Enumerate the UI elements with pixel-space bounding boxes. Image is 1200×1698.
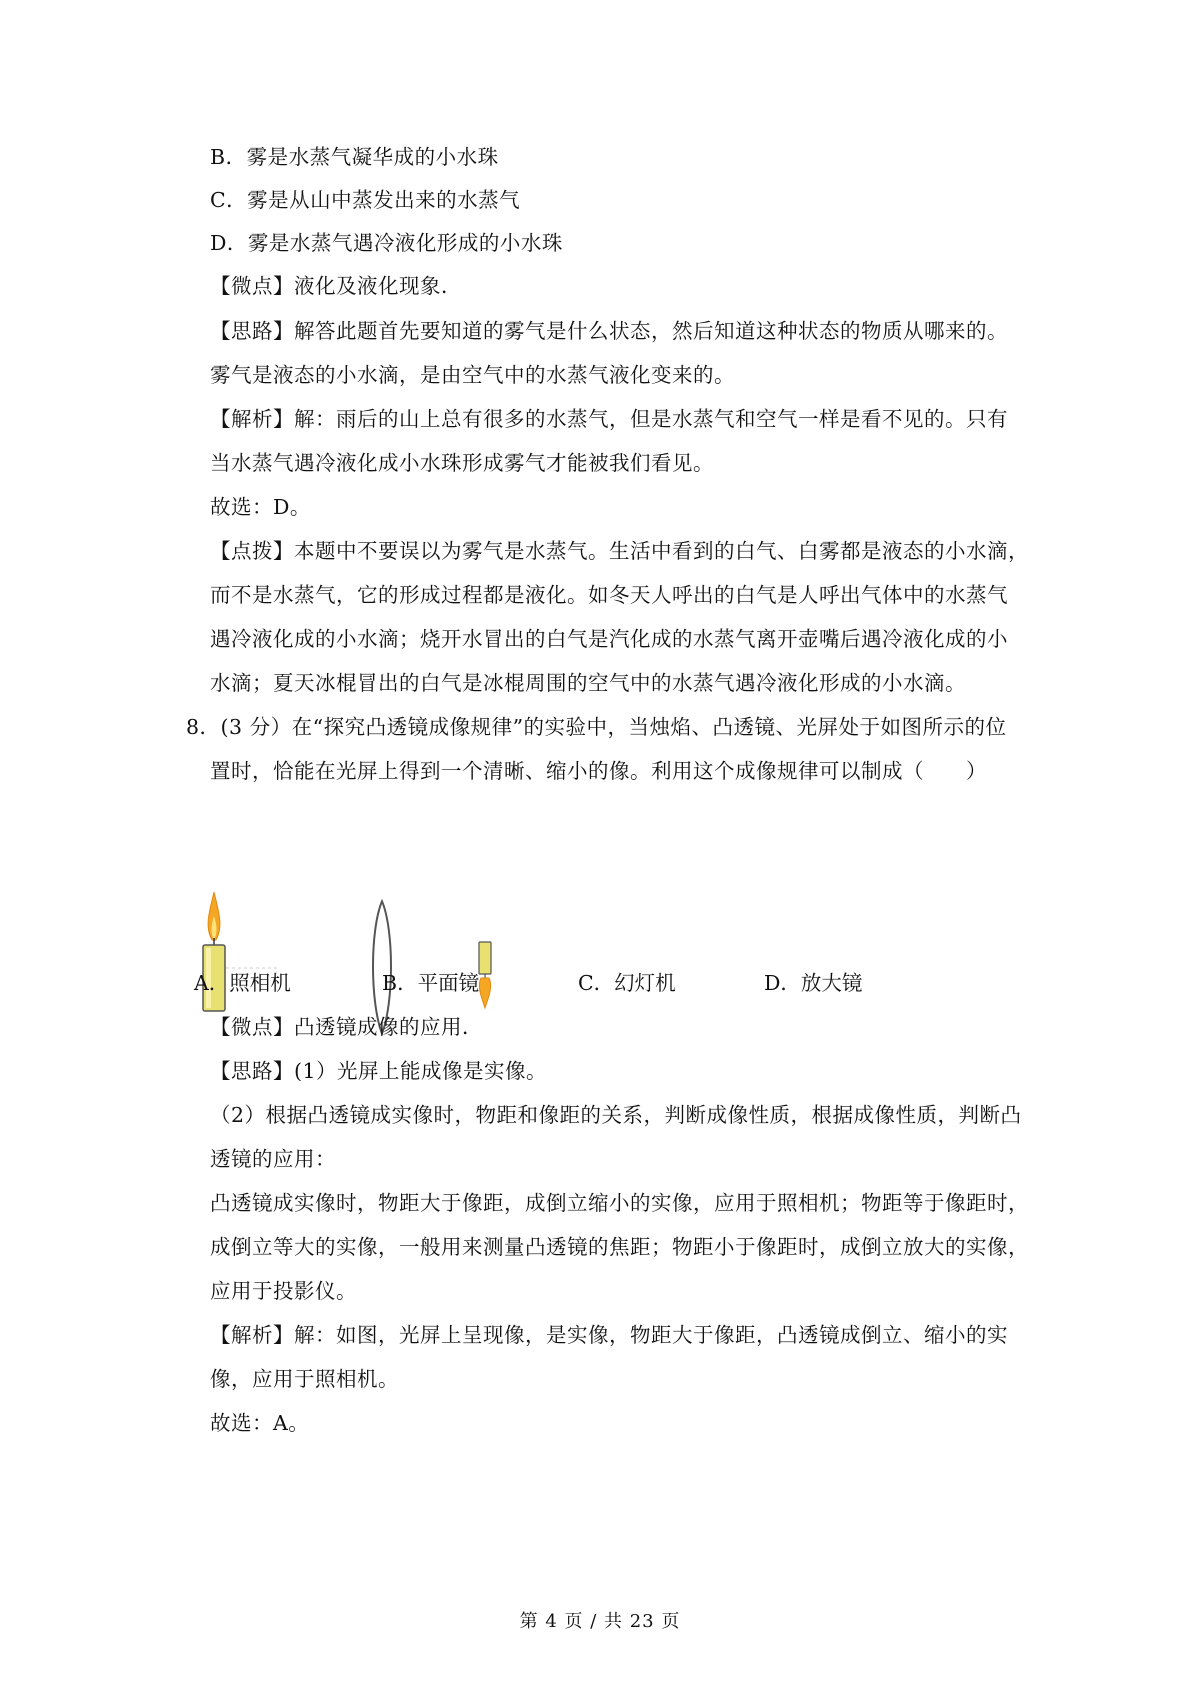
q7-answer: 故选：D。 <box>210 495 311 519</box>
q8-option-a: A．照相机 <box>194 971 291 995</box>
q7-jiexi-line-1: 【解析】解：雨后的山上总有很多的水蒸气，但是水蒸气和空气一样是看不见的。只有 <box>210 407 1008 431</box>
q8-silu-line-3: 透镜的应用： <box>210 1147 336 1171</box>
q7-dianbo-line-1: 【点拨】本题中不要误以为雾气是水蒸气。生活中看到的白气、白雾都是液态的小水滴， <box>210 539 1029 563</box>
q8-stem-line-2: 置时，恰能在光屏上得到一个清晰、缩小的像。利用这个成像规律可以制成（ ） <box>210 759 987 783</box>
q8-option-c: C．幻灯机 <box>578 971 676 995</box>
page-footer: 第 4 页 / 共 23 页 <box>519 1611 681 1632</box>
q8-silu-line-2: （2）根据凸透镜成实像时，物距和像距的关系，判断成像性质，根据成像性质，判断凸 <box>210 1103 1022 1127</box>
q8-silu-line-5: 成倒立等大的实像，一般用来测量凸透镜的焦距；物距小于像距时，成倒立放大的实像， <box>210 1235 1029 1259</box>
q7-jiexi-line-2: 当水蒸气遇冷液化成小水珠形成雾气才能被我们看见。 <box>210 451 714 475</box>
q8-weidian: 【微点】凸透镜成像的应用． <box>210 1015 483 1039</box>
q8-stem-line-1: 8．(3 分）在“探究凸透镜成像规律”的实验中，当烛焰、凸透镜、光屏处于如图所示的位 <box>186 715 1007 739</box>
q7-option-c: C．雾是从山中蒸发出来的水蒸气 <box>210 188 521 212</box>
q7-dianbo-line-4: 水滴；夏天冰棍冒出的白气是冰棍周围的空气中的水蒸气遇冷液化形成的小水滴。 <box>210 671 966 695</box>
q7-dianbo-line-3: 遇冷液化成的小水滴；烧开水冒出的白气是汽化成的水蒸气离开壶嘴后遇冷液化成的小 <box>210 627 1008 651</box>
q8-answer: 故选：A。 <box>210 1411 310 1435</box>
q8-option-d: D．放大镜 <box>764 971 863 995</box>
q8-jiexi-line-2: 像，应用于照相机。 <box>210 1367 399 1391</box>
q7-option-b: B．雾是水蒸气凝华成的小水珠 <box>210 145 499 169</box>
q7-option-d: D．雾是水蒸气遇冷液化形成的小水珠 <box>210 231 563 255</box>
q7-silu-line-1: 【思路】解答此题首先要知道的雾气是什么状态，然后知道这种状态的物质从哪来的。 <box>210 319 1008 343</box>
q7-silu-line-2: 雾气是液态的小水滴，是由空气中的水蒸气液化变来的。 <box>210 363 735 387</box>
q8-jiexi-line-1: 【解析】解：如图，光屏上呈现像，是实像，物距大于像距，凸透镜成倒立、缩小的实 <box>210 1323 1008 1347</box>
q8-silu-line-6: 应用于投影仪。 <box>210 1279 357 1303</box>
q8-option-b: B．平面镜 <box>382 971 480 995</box>
q7-weidian: 【微点】液化及液化现象． <box>210 274 462 298</box>
q7-dianbo-line-2: 而不是水蒸气，它的形成过程都是液化。如冬天人呼出的白气是人呼出气体中的水蒸气 <box>210 583 1008 607</box>
q8-silu-line-1: 【思路】(1）光屏上能成像是实像。 <box>210 1059 548 1083</box>
q8-silu-line-4: 凸透镜成实像时，物距大于像距，成倒立缩小的实像，应用于照相机；物距等于像距时， <box>210 1191 1029 1215</box>
